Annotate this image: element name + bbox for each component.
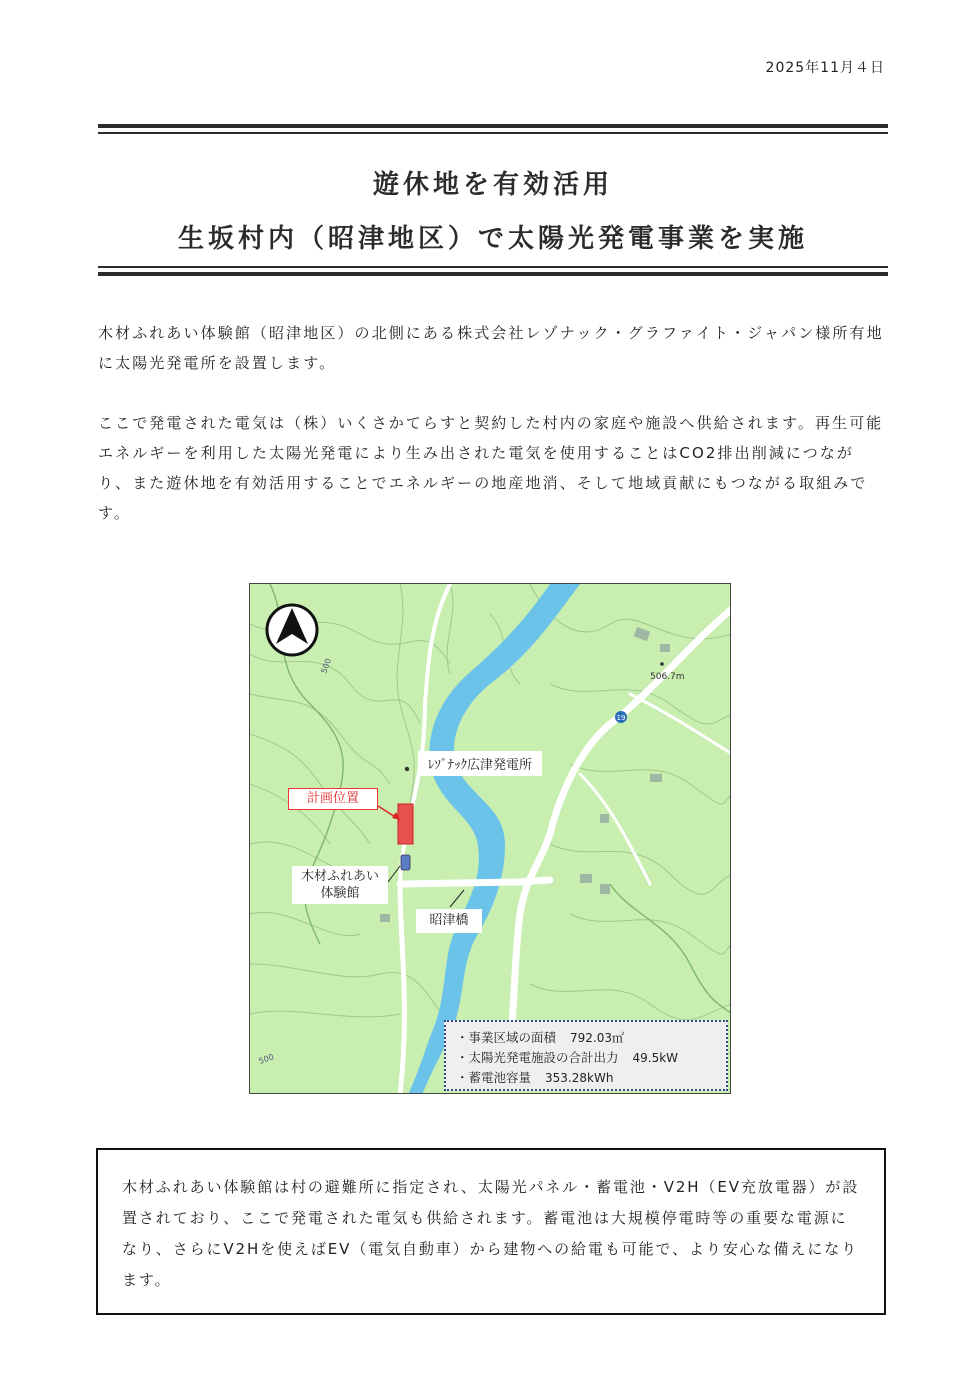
summary-output: ・太陽光発電施設の合計出力 49.5kW [456,1050,679,1065]
north-arrow-icon [267,605,317,655]
route-number: 19 [616,714,626,722]
page-title [98,158,888,266]
summary-battery: ・蓄電池容量 353.28kWh [456,1070,614,1085]
contour-label-1: 500 [319,657,334,675]
elevation-point [660,662,664,666]
summary-output-value: 49.5kW [632,1051,679,1065]
contour-label-2: 500 [257,1052,276,1066]
note-text: 木材ふれあい体験館は村の避難所に指定され、太陽光パネル・蓄電池・V2H（EV充放電器）が設置されており、ここで発電された電気も供給されます。蓄電池は大規模停電時等の重要な電源になり、さらにV2Hを使えばEV（電気自動車）から建物への給電も可能で、より安心な備えになります。 [122,1178,860,1289]
hall-label [292,866,388,904]
note-box [96,1148,886,1315]
plant-point [405,767,409,771]
hall-label-line-2: 体験館 [320,886,360,901]
river [408,584,580,1094]
title-line-1: 遊休地を有効活用 [372,170,613,200]
detail-paragraph: ここで発電された電気は（株）いくさかてらすと契約した村内の家庭や施設へ供給されます。再生可能エネルギーを利用した太陽光発電により生み出された電気を使用することはCO2排出削減につながり、また遊休地を有効活用することでエネルギーの地産地消、そして地域貢献にもつながる取組みです。 [98,414,884,522]
summary-area-value: 792.03㎡ [570,1031,625,1045]
hall-marker [401,855,410,870]
bridge-callout-line [450,890,464,907]
elevation-label: 506.7m [650,672,685,682]
plant-label: ﾚｿﾞﾅｯｸ広津発電所 [418,751,542,776]
hall-label-line-1: 木材ふれあい [300,869,379,884]
plan-position-label: 計画位置 [288,788,378,810]
title-bottom-rule [98,266,888,276]
summary-battery-value: 353.28kWh [545,1071,614,1085]
map-graphic [250,584,731,1094]
title-top-rule [98,124,888,134]
intro-paragraph: 木材ふれあい体験館（昭津地区）の北側にある株式会社レゾナック・グラファイト・ジャパン様所有地に太陽光発電所を設置します。 [98,324,884,372]
bridge-label: 昭津橋 [416,909,482,933]
summary-area: ・事業区域の面積 792.03㎡ [456,1030,625,1045]
project-summary-box [444,1020,728,1091]
site-map [249,583,731,1094]
issue-date: 2025年11月４日 [765,60,885,76]
plan-area-marker [398,804,413,844]
title-line-2: 生坂村内（昭津地区）で太陽光発電事業を実施 [177,224,808,254]
